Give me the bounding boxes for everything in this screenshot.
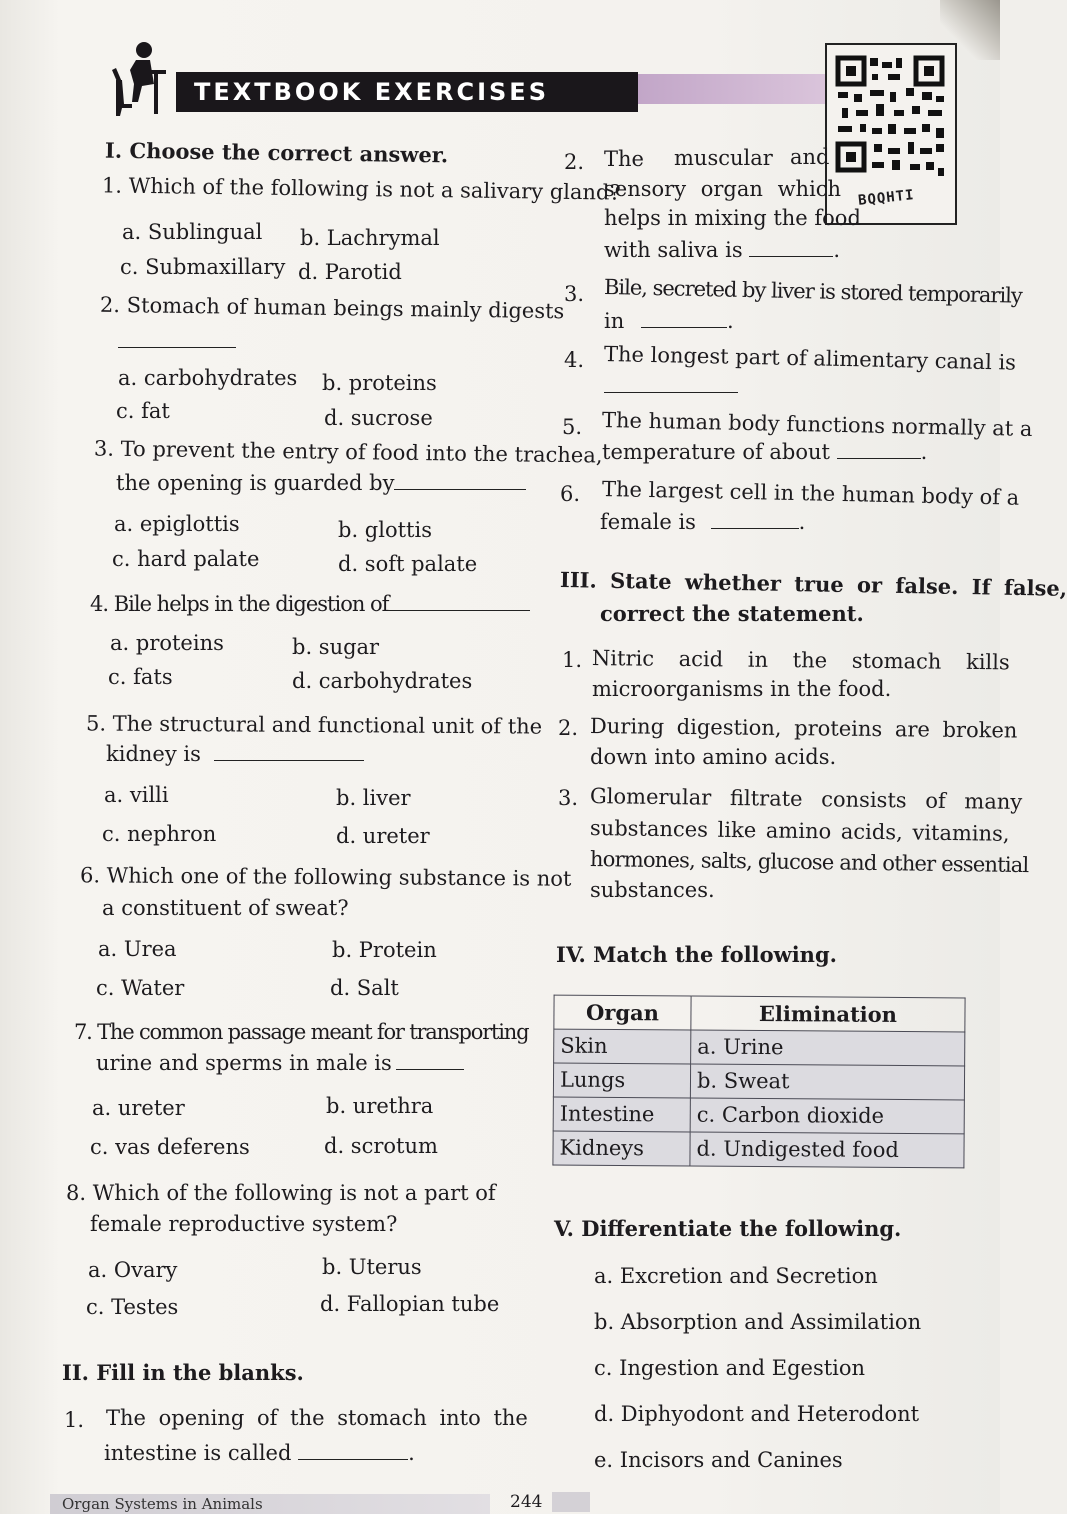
fill-3-line2: in . [604,309,734,333]
fill-6-line1: The largest cell in the human body of a [601,477,1020,510]
table-row [553,1063,964,1100]
question-5-text-line2: kidney is [106,742,364,766]
q8-option-a: a. Ovary [88,1258,178,1282]
organ-cell: Kidneys [553,1131,690,1166]
table-row [553,1097,964,1134]
question-3-text-line2: the opening is guarded by [116,471,526,495]
fill-6-line2: female is . [600,510,806,534]
tf-1-line2: microorganisms in the food. [592,677,892,701]
fill-5-number: 5. [562,415,583,439]
question-8-text-line2: female reproductive system? [90,1212,398,1236]
q1-option-d: d. Parotid [298,260,402,284]
differentiate-item-b: b. Absorption and Assimilation [594,1310,922,1334]
differentiate-item-d: d. Diphyodont and Heterodont [594,1402,920,1426]
q2-option-a: a. carbohydrates [118,366,298,390]
question-5-text: 5. The structural and functional unit of the [85,711,543,739]
fill-2-blank [749,255,833,257]
tf-3-line2: substances like amino acids, vitamins, [589,816,1010,846]
organ-cell: Intestine [553,1097,690,1132]
q1-option-c: c. Submaxillary [120,255,286,279]
tf-3-line4: substances. [590,878,715,902]
elimination-cell: a. Urine [691,1030,965,1066]
question-6-text: 6. Which one of the following substance is not [79,863,572,891]
exercise-header [108,40,828,120]
q2-option-c: c. fat [116,399,170,423]
header-elimination: Elimination [691,996,965,1032]
section-3-title-line2: correct the statement. [600,601,864,626]
q5-option-b: b. liver [336,786,411,810]
q2-blank [118,346,236,348]
q6-option-a: a. Urea [98,937,177,961]
question-1-text: 1. Which of the following is not a salivary gland? [101,173,621,205]
elimination-cell: c. Carbon dioxide [690,1098,964,1134]
q1-option-b: b. Lachrymal [300,226,440,250]
page-number-accent [552,1492,590,1512]
q1-option-a: a. Sublingual [122,220,263,244]
section-4-title: IV. Match the following. [556,942,837,967]
question-4-text: 4. Bile helps in the digestion of [90,592,530,616]
q6-option-b: b. Protein [332,938,437,962]
q2-option-b: b. proteins [322,371,437,395]
fill-4-number: 4. [564,348,585,372]
q4-option-d: d. carbohydrates [292,669,473,693]
question-3-text: 3. To prevent the entry of food into the trachea, [93,436,603,468]
fill-1-blank [298,1458,408,1460]
q3-option-a: a. epiglottis [114,512,240,536]
q3-blank [394,488,526,490]
section-2-title: II. Fill in the blanks. [62,1360,304,1385]
tf-3-number: 3. [558,786,579,810]
elimination-cell: b. Sweat [690,1064,964,1100]
section-3-title: III. State whether true or false. If false, [559,567,1067,601]
q7-option-a: a. ureter [92,1096,185,1120]
fill-2-word-and: and [790,145,830,169]
q3-option-c: c. hard palate [112,547,260,571]
fill-2-line2: sensory organ which [604,177,842,201]
page-number: 244 [510,1492,543,1512]
q3-option-b: b. glottis [338,518,432,542]
fill-3-line1: Bile, secreted by liver is stored temporarily [603,275,1023,308]
fill-2-word-muscular: muscular [674,146,773,170]
match-table [552,995,965,1169]
differentiate-item-e: e. Incisors and Canines [594,1448,843,1472]
organ-cell: Lungs [553,1063,690,1098]
tf-1-number: 1. [562,648,583,672]
question-6-text-line2: a constituent of sweat? [102,896,349,920]
question-2-text: 2. Stomach of human beings mainly digests [99,292,565,324]
fill-5-line1: The human body functions normally at a [601,408,1033,442]
question-7-text-line2: urine and sperms in male is [96,1051,464,1075]
fill-1-line1: The opening of the stomach into the [106,1406,528,1430]
fill-1-line2: intestine is called . [104,1441,415,1465]
table-row [554,1029,965,1066]
q3-option-d: d. soft palate [338,552,478,576]
fill-6-number: 6. [560,482,581,506]
tf-2-line2: down into amino acids. [590,745,837,769]
section-5-title: V. Differentiate the following. [554,1216,902,1241]
section-1-title: I. Choose the correct answer. [104,137,449,168]
differentiate-item-a: a. Excretion and Secretion [594,1264,878,1288]
organ-cell: Skin [554,1029,691,1064]
fill-6-blank [711,527,799,529]
fill-1-number: 1. [64,1408,85,1432]
student-reading-icon [108,40,172,116]
fill-4-line1: The longest part of alimentary canal is [603,342,1017,375]
question-7-text: 7. The common passage meant for transporting [74,1020,529,1044]
q8-option-d: d. Fallopian tube [320,1292,500,1316]
q6-option-d: d. Salt [330,976,399,1000]
header-organ: Organ [554,995,691,1030]
fill-4-blank [604,391,738,393]
q4-option-c: c. fats [108,665,173,689]
qr-code-label: BQQHTI [857,187,916,209]
q8-option-c: c. Testes [86,1295,179,1319]
footer-chapter-title: Organ Systems in Animals [62,1495,263,1513]
fill-5-line2: temperature of about . [602,440,928,464]
q8-option-b: b. Uterus [322,1255,422,1279]
fill-5-blank [837,457,921,459]
tf-3-line1: Glomerular filtrate consists of many [589,784,1023,815]
tf-1-line1: Nitric acid in the stomach kills [591,646,1010,675]
q4-option-b: b. sugar [292,635,380,659]
tf-2-number: 2. [558,716,579,740]
match-table-header-row [554,995,965,1032]
fill-2-line3: helps in mixing the food [604,206,861,230]
q5-option-a: a. villi [104,783,169,807]
fill-3-blank [641,326,727,328]
q7-option-b: b. urethra [326,1094,434,1118]
fill-3-number: 3. [564,282,585,306]
fill-2-number: 2. [564,150,585,174]
q4-blank [388,609,530,611]
fill-2-line4: with saliva is . [604,238,840,262]
q5-option-c: c. nephron [102,822,217,846]
q6-option-c: c. Water [96,976,185,1000]
tf-3-line3: hormones, salts, glucose and other essential [589,847,1029,878]
differentiate-item-c: c. Ingestion and Egestion [594,1356,866,1380]
fill-2-word-the: The [604,147,644,171]
textbook-exercises-banner: TEXTBOOK EXERCISES [176,72,638,112]
q7-option-d: d. scrotum [324,1134,438,1158]
tf-2-line1: During digestion, proteins are broken [589,714,1018,743]
q2-option-d: d. sucrose [324,406,433,430]
question-8-text: 8. Which of the following is not a part of [66,1181,496,1205]
q7-option-c: c. vas deferens [90,1135,250,1159]
q5-blank [214,759,364,761]
q7-blank [396,1068,464,1070]
q4-option-a: a. proteins [110,631,224,655]
elimination-cell: d. Undigested food [690,1132,964,1168]
q5-option-d: d. ureter [336,824,430,848]
table-row [553,1131,964,1168]
